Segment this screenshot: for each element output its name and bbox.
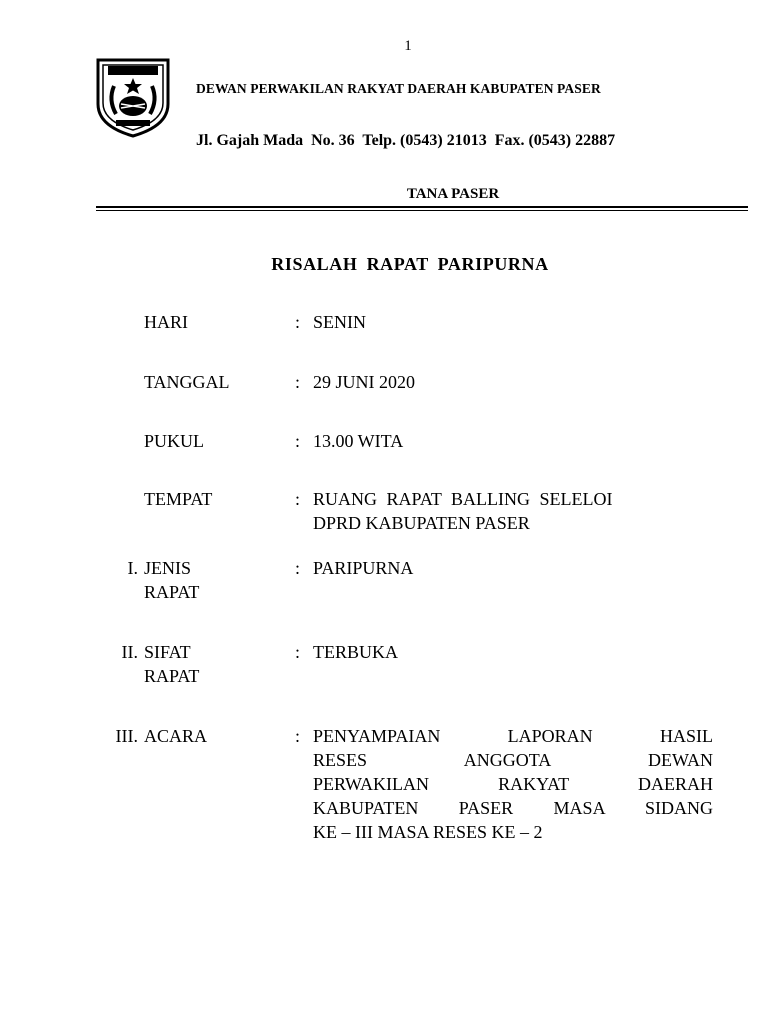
tanggal-colon: : [295,372,301,392]
section-3-value-line-1: PENYAMPAIAN LAPORAN HASIL [313,726,713,746]
section-1-value: PARIPURNA [313,558,414,578]
page-number: 1 [404,38,412,54]
hari-colon: : [295,312,301,332]
tempat-value-line-1: RUANG RAPAT BALLING SELELOI [313,489,613,509]
section-3-value-line-5: KE – III MASA RESES KE – 2 [313,822,543,842]
pukul-value: 13.00 WITA [313,431,404,451]
section-2-label-line-1: SIFAT [144,642,191,662]
section-3-value-line-3: PERWAKILAN RAKYAT DAERAH [313,774,713,794]
section-2-colon: : [295,642,301,662]
header-divider-thin [96,210,748,211]
kabupaten-paser-emblem [94,56,172,138]
organization-address: Jl. Gajah Mada No. 36 Telp. (0543) 21013 Fax. (0543) 22887 [196,132,616,149]
section-3-value-line-4: KABUPATEN PASER MASA SIDANG [313,798,713,818]
pukul-colon: : [295,431,301,451]
section-1-colon: : [295,558,301,578]
tanggal-label: TANGGAL [144,372,230,392]
tempat-label: TEMPAT [144,489,213,509]
tanggal-value: 29 JUNI 2020 [313,372,415,392]
section-1-number: I. [127,558,138,578]
section-1-label-line-2: RAPAT [144,582,200,602]
section-2-number: II. [121,642,138,662]
section-3-value-line-2: RESES ANGGOTA DEWAN [313,750,713,770]
pukul-label: PUKUL [144,431,205,451]
section-2-value: TERBUKA [313,642,398,662]
section-1-label-line-1: JENIS [144,558,192,578]
document-title: RISALAH RAPAT PARIPURNA [271,254,549,274]
tempat-value-line-2: DPRD KABUPATEN PASER [313,513,530,533]
section-3-label: ACARA [144,726,208,746]
header-divider [96,206,748,208]
section-3-colon: : [295,726,301,746]
section-2-label-line-2: RAPAT [144,666,200,686]
hari-label: HARI [144,312,188,332]
city-name: TANA PASER [406,186,500,202]
hari-value: SENIN [313,312,366,332]
section-3-number: III. [115,726,138,746]
organization-name: DEWAN PERWAKILAN RAKYAT DAERAH KABUPATEN PASER [196,81,601,96]
tempat-colon: : [295,489,301,509]
